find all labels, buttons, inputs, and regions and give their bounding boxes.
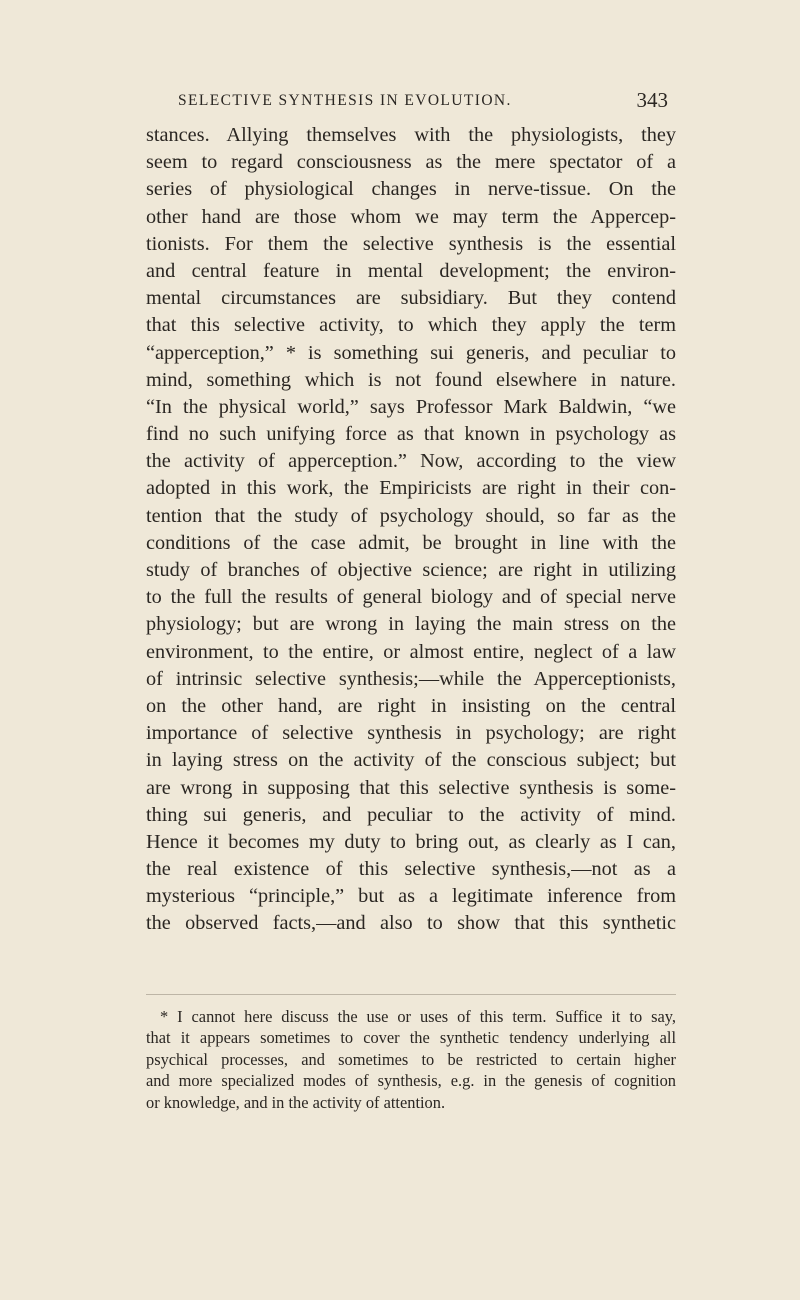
body-line: tention that the study of psychology should, so far as the [146, 504, 676, 527]
body-text [146, 122, 676, 938]
body-line: and central feature in mental development; the environ- [146, 259, 676, 282]
body-line: adopted in this work, the Empiricists are right in their con- [146, 477, 676, 500]
body-line: physiology; but are wrong in laying the main stress on the [146, 613, 676, 636]
footnote-rule [146, 994, 676, 995]
body-line: other hand are those whom we may term the Appercep- [146, 205, 676, 228]
body-line: importance of selective synthesis in psychology; are right [146, 722, 676, 745]
body-line: seem to regard consciousness as the mere spectator of a [146, 151, 676, 174]
body-line: thing sui generis, and peculiar to the activity of mind. [146, 803, 676, 826]
body-line: stances. Allying themselves with the physiologists, they [146, 124, 676, 146]
body-line: are wrong in supposing that this selective synthesis is some- [146, 776, 676, 799]
body-line: mental circumstances are subsidiary. But they contend [146, 287, 676, 310]
page-number: 343 [636, 88, 668, 112]
body-line: environment, to the entire, or almost entire, neglect of a law [146, 640, 676, 663]
body-line: tionists. For them the selective synthesis is the essential [146, 232, 676, 255]
footnote [146, 1006, 676, 1113]
running-head [148, 88, 668, 118]
body-line: study of branches of objective science; are right in utilizing [146, 559, 676, 581]
body-line: that this selective activity, to which they apply the term [146, 314, 676, 337]
body-line: conditions of the case admit, be brought in line with the [146, 531, 676, 554]
footnote-line: * I cannot here discuss the use or uses of this term. Suffice it to say, [160, 1007, 676, 1026]
body-line: series of physiological changes in nerve-tissue. On the [146, 178, 676, 201]
footnote-line: that it appears sometimes to cover the synthetic tendency underlying all [146, 1028, 676, 1048]
footnote-line: or knowledge, and in the activity of attention. [146, 1092, 446, 1112]
footnote-line: and more specialized modes of synthesis, e.g. in the genesis of cognition [146, 1071, 676, 1091]
body-line: in laying stress on the activity of the conscious subject; but [146, 749, 676, 772]
body-line: mind, something which is not found elsewhere in nature. [146, 368, 676, 391]
body-line: “In the physical world,” says Professor Mark Baldwin, “we [146, 395, 676, 418]
body-line: the real existence of this selective synthesis,—not as a [146, 858, 676, 881]
body-line: the observed facts,—and also to show that this synthetic [146, 912, 676, 935]
body-line: to the full the results of general biology and of special nerve [146, 586, 676, 609]
running-title: SELECTIVE SYNTHESIS IN EVOLUTION. [178, 92, 512, 109]
body-line: Hence it becomes my duty to bring out, as clearly as I can, [146, 830, 676, 853]
footnote-line: psychical processes, and sometimes to be restricted to certain higher [146, 1049, 676, 1069]
body-line: find no such unifying force as that known in psychology as [146, 423, 676, 446]
body-line: “apperception,” * is something sui generis, and peculiar to [146, 341, 676, 364]
body-line: of intrinsic selective synthesis;—while the Apperceptionists, [146, 667, 676, 690]
body-line: the activity of apperception.” Now, according to the view [146, 450, 676, 473]
body-line: mysterious “principle,” but as a legitimate inference from [146, 885, 676, 908]
body-line: on the other hand, are right in insisting on the central [146, 694, 676, 717]
